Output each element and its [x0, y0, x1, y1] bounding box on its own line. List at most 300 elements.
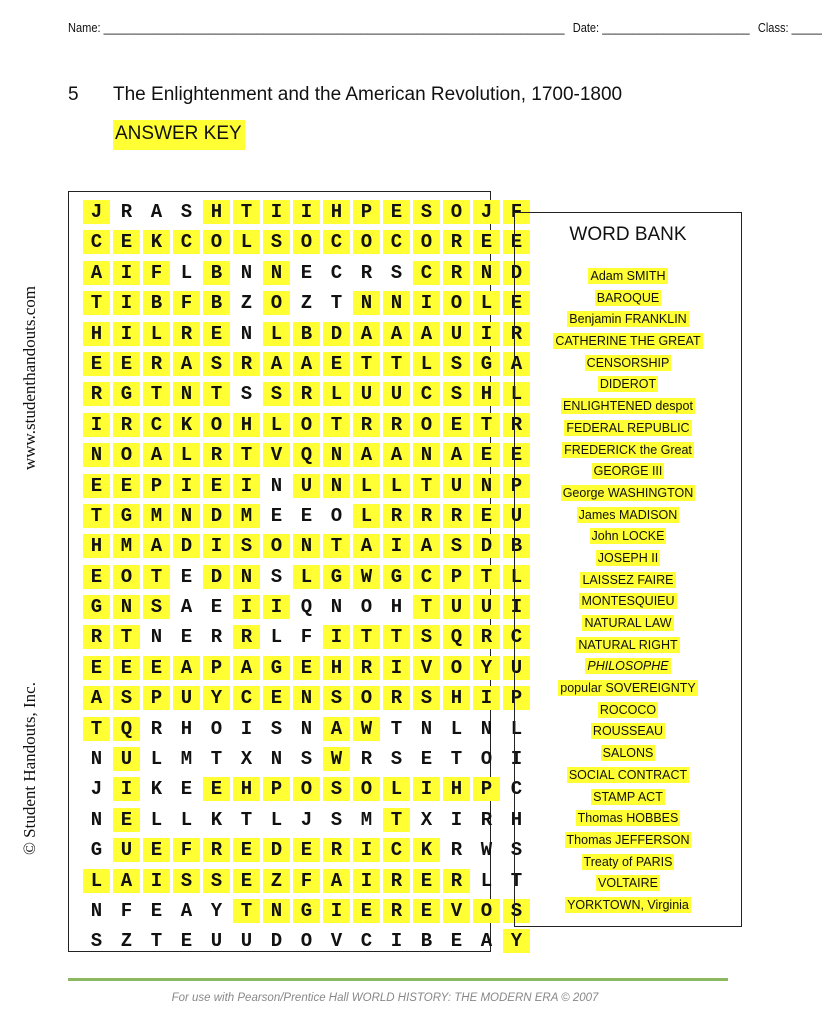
word-bank-item-label: LAISSEZ FAIRE [582, 572, 674, 587]
grid-letter: I [503, 595, 530, 619]
grid-letter: O [353, 686, 380, 710]
grid-letter: E [180, 626, 193, 649]
grid-letter: K [173, 413, 200, 437]
grid-letter: S [263, 382, 290, 406]
grid-letter: P [503, 474, 530, 498]
grid-letter: F [143, 261, 170, 285]
word-bank-item [515, 353, 741, 375]
grid-letter: B [293, 322, 320, 346]
grid-letter: B [143, 291, 170, 315]
word-bank-item-label: popular SOVEREIGNTY [560, 681, 696, 696]
grid-letter: D [323, 322, 350, 346]
grid-letter: S [510, 839, 523, 862]
grid-letter: I [263, 200, 290, 224]
grid-letter: T [233, 200, 260, 224]
grid-letter: O [203, 230, 230, 254]
grid-letter: N [473, 261, 500, 285]
grid-letter: O [353, 777, 380, 801]
grid-letter: N [413, 443, 440, 467]
grid-letter: R [503, 413, 530, 437]
grid-letter: R [323, 838, 350, 862]
grid-letter: I [173, 474, 200, 498]
grid-letter: E [293, 838, 320, 862]
grid-letter: E [203, 777, 230, 801]
grid-letter: N [233, 565, 260, 589]
grid-letter: H [443, 777, 470, 801]
grid-letter: O [413, 230, 440, 254]
grid-letter: A [83, 261, 110, 285]
grid-letter: A [383, 322, 410, 346]
grid-letter: T [473, 565, 500, 589]
grid-letter: H [203, 200, 230, 224]
grid-letter: A [150, 201, 163, 223]
grid-letter: R [83, 382, 110, 406]
grid-letter: E [180, 778, 193, 801]
word-bank-item-label: DIDEROT [599, 377, 657, 392]
grid-letter: H [233, 777, 260, 801]
grid-letter: I [473, 322, 500, 346]
grid-letter: R [383, 899, 410, 923]
word-bank-item [515, 635, 741, 657]
footer-divider [68, 978, 728, 981]
grid-letter: O [443, 656, 470, 680]
word-bank [514, 212, 742, 927]
grid-letter: N [473, 474, 500, 498]
grid-letter: O [353, 230, 380, 254]
word-bank-item [515, 396, 741, 418]
grid-letter: L [503, 565, 530, 589]
grid-letter: C [233, 686, 260, 710]
grid-letter: J [83, 200, 110, 224]
grid-letter: A [83, 686, 110, 710]
grid-letter: H [510, 808, 523, 831]
grid-letter: L [150, 808, 163, 831]
grid-letter: J [90, 778, 103, 801]
grid-letter: R [173, 322, 200, 346]
word-bank-item [515, 266, 741, 288]
grid-letter: N [383, 291, 410, 315]
word-bank-item-label: YORKTOWN, Virginia [567, 897, 689, 912]
grid-letter: T [83, 504, 110, 528]
header-fields [68, 20, 822, 35]
grid-letter: R [383, 686, 410, 710]
word-bank-item-label: John LOCKE [591, 529, 665, 544]
grid-letter: B [203, 291, 230, 315]
grid-letter: S [443, 352, 470, 376]
grid-letter: D [473, 534, 500, 558]
grid-letter: C [330, 261, 343, 284]
grid-letter: E [473, 230, 500, 254]
word-bank-item-label: MONTESQUIEU [581, 594, 675, 609]
word-bank-item [515, 570, 741, 592]
grid-letter: O [413, 413, 440, 437]
grid-letter: L [503, 382, 530, 406]
grid-letter: D [263, 838, 290, 862]
grid-letter: N [300, 717, 313, 740]
word-bank-item-label: ENLIGHTENED despot [563, 399, 693, 414]
grid-row [83, 258, 533, 288]
grid-row [83, 349, 533, 379]
grid-letter: I [203, 534, 230, 558]
grid-letter: A [143, 443, 170, 467]
grid-letter: A [180, 596, 193, 619]
grid-row [83, 622, 533, 652]
grid-letter: R [360, 748, 373, 771]
grid-letter: R [450, 839, 463, 862]
grid-row [83, 653, 533, 683]
grid-letter: E [450, 930, 463, 953]
grid-letter: A [323, 717, 350, 741]
grid-letter: L [180, 261, 193, 284]
grid-letter: W [480, 839, 493, 862]
grid-letter: E [150, 899, 163, 922]
grid-letter: C [413, 261, 440, 285]
grid-letter: R [383, 504, 410, 528]
grid-letter: E [83, 474, 110, 498]
grid-letter: O [210, 717, 223, 740]
grid-letter: E [113, 808, 140, 832]
grid-row [83, 471, 533, 501]
word-bank-item [515, 700, 741, 722]
word-bank-item [515, 721, 741, 743]
grid-letter: N [270, 748, 283, 771]
grid-letter: L [180, 808, 193, 831]
grid-letter: O [480, 748, 493, 771]
grid-letter: H [390, 596, 403, 619]
grid-letter: S [113, 686, 140, 710]
grid-letter: Y [473, 656, 500, 680]
grid-letter: T [323, 413, 350, 437]
grid-letter: P [263, 777, 290, 801]
grid-letter: Q [443, 625, 470, 649]
word-bank-title: WORD BANK [569, 224, 687, 245]
grid-letter: T [240, 808, 253, 831]
grid-letter: A [180, 899, 193, 922]
word-bank-item [515, 613, 741, 635]
grid-row [83, 926, 533, 956]
grid-letter: T [150, 930, 163, 953]
grid-letter: U [353, 382, 380, 406]
grid-letter: N [263, 261, 290, 285]
grid-letter: T [383, 352, 410, 376]
grid-letter: T [323, 534, 350, 558]
grid-letter: S [390, 748, 403, 771]
grid-letter: R [443, 261, 470, 285]
grid-letter: A [173, 352, 200, 376]
grid-letter: A [503, 352, 530, 376]
word-bank-item [515, 461, 741, 483]
grid-letter: L [233, 230, 260, 254]
word-bank-item [515, 331, 741, 353]
grid-letter: U [113, 838, 140, 862]
word-bank-item-label: PHILOSOPHE [587, 659, 669, 674]
grid-letter: H [233, 413, 260, 437]
grid-letter: W [353, 565, 380, 589]
chapter-number: 5 [68, 84, 79, 105]
grid-letter: E [353, 899, 380, 923]
grid-letter: O [113, 443, 140, 467]
grid-letter: R [203, 443, 230, 467]
grid-letter: I [323, 625, 350, 649]
grid-letter: N [263, 899, 290, 923]
word-bank-item [515, 895, 741, 917]
grid-letter: T [233, 443, 260, 467]
grid-letter: A [413, 534, 440, 558]
grid-letter: L [143, 322, 170, 346]
grid-letter: L [270, 626, 283, 649]
grid-row [83, 379, 533, 409]
grid-letter: X [240, 748, 253, 771]
grid-letter: R [83, 625, 110, 649]
grid-letter: U [173, 686, 200, 710]
grid-letter: G [293, 899, 320, 923]
grid-letter: C [503, 625, 530, 649]
grid-letter: U [383, 382, 410, 406]
word-bank-item [515, 374, 741, 396]
grid-letter: R [113, 413, 140, 437]
grid-letter: S [173, 869, 200, 893]
sidebar-copyright: © Student Handouts, Inc. [20, 682, 39, 855]
word-bank-item [515, 591, 741, 613]
grid-letter: H [83, 322, 110, 346]
grid-letter: P [503, 686, 530, 710]
grid-row [83, 410, 533, 440]
grid-letter: U [210, 930, 223, 953]
grid-letter: R [360, 261, 373, 284]
grid-letter: I [83, 413, 110, 437]
word-bank-item-label: JOSEPH II [597, 550, 659, 565]
grid-letter: E [113, 352, 140, 376]
grid-letter: S [240, 383, 253, 406]
grid-letter: U [240, 930, 253, 953]
grid-letter: D [203, 504, 230, 528]
word-bank-item-label: FEDERAL REPUBLIC [566, 420, 690, 435]
grid-letter: E [113, 656, 140, 680]
grid-letter: T [353, 352, 380, 376]
grid-row [83, 288, 533, 318]
grid-letter: O [473, 899, 500, 923]
grid-letter: A [353, 443, 380, 467]
grid-letter: O [360, 596, 373, 619]
grid-letter: C [383, 230, 410, 254]
grid-letter: E [263, 686, 290, 710]
grid-row [83, 805, 533, 835]
grid-letter: M [113, 534, 140, 558]
grid-letter: E [233, 869, 260, 893]
grid-letter: L [383, 777, 410, 801]
grid-letter: E [420, 748, 433, 771]
grid-letter: A [323, 869, 350, 893]
grid-letter: E [293, 656, 320, 680]
grid-letter: R [293, 382, 320, 406]
grid-letter: C [413, 382, 440, 406]
grid-letter: L [263, 322, 290, 346]
word-bank-item [515, 808, 741, 830]
grid-letter: R [143, 352, 170, 376]
grid-letter: T [83, 717, 110, 741]
grid-letter: A [113, 869, 140, 893]
grid-letter: R [413, 504, 440, 528]
grid-letter: K [150, 778, 163, 801]
grid-letter: L [293, 565, 320, 589]
grid-letter: D [173, 534, 200, 558]
grid-letter: J [300, 808, 313, 831]
grid-letter: N [240, 261, 253, 284]
grid-letter: S [203, 352, 230, 376]
grid-letter: R [480, 808, 493, 831]
sidebar-url: www.studenthandouts.com [20, 286, 39, 470]
word-bank-item-label: NATURAL LAW [584, 616, 672, 630]
grid-row [83, 835, 533, 865]
grid-letter: A [233, 656, 260, 680]
date-field-label: Date: ________________________ [572, 20, 750, 35]
grid-letter: T [353, 625, 380, 649]
grid-letter: N [90, 748, 103, 771]
grid-letter: L [450, 717, 463, 740]
grid-letter: S [143, 595, 170, 619]
grid-letter: A [173, 656, 200, 680]
grid-letter: R [233, 352, 260, 376]
grid-letter: L [353, 504, 380, 528]
grid-letter: E [323, 352, 350, 376]
grid-letter: D [203, 565, 230, 589]
grid-letter: B [503, 534, 530, 558]
grid-letter: T [413, 595, 440, 619]
grid-letter: N [90, 808, 103, 831]
grid-letter: O [263, 291, 290, 315]
grid-letter: M [233, 504, 260, 528]
grid-letter: L [510, 717, 523, 740]
grid-letter: S [270, 717, 283, 740]
grid-letter: N [173, 504, 200, 528]
grid-letter: S [503, 899, 530, 923]
answer-key-label: ANSWER KEY [113, 120, 245, 150]
class-field-label: Class: _____ [757, 20, 822, 35]
word-bank-item [515, 526, 741, 548]
grid-letter: S [413, 686, 440, 710]
grid-letter: P [353, 200, 380, 224]
grid-letter: R [203, 838, 230, 862]
grid-letter: U [473, 595, 500, 619]
word-bank-item-label: CENSORSHIP [586, 355, 670, 370]
grid-letter: V [330, 930, 343, 953]
grid-letter: N [270, 474, 283, 497]
grid-letter: I [383, 656, 410, 680]
grid-letter: H [323, 200, 350, 224]
grid-letter: E [270, 504, 283, 527]
grid-letter: Q [293, 443, 320, 467]
grid-letter: C [510, 778, 523, 801]
grid-letter: E [443, 413, 470, 437]
grid-letter: I [413, 777, 440, 801]
grid-letter: L [323, 382, 350, 406]
footer-credit: For use with Pearson/Prentice Hall WORLD HISTORY: THE MODERN ERA © 2007 [171, 992, 599, 1004]
grid-row [83, 531, 533, 561]
grid-letter: N [150, 626, 163, 649]
grid-letter: U [443, 595, 470, 619]
word-bank-item-label: Benjamin FRANKLIN [569, 312, 687, 327]
grid-letter: H [473, 382, 500, 406]
grid-letter: N [293, 534, 320, 558]
grid-letter: S [270, 565, 283, 588]
grid-letter: E [503, 230, 530, 254]
word-bank-item-label: SALONS [602, 746, 654, 761]
grid-letter: A [143, 534, 170, 558]
grid-letter: T [450, 748, 463, 771]
grid-letter: E [300, 504, 313, 527]
grid-letter: A [443, 443, 470, 467]
grid-letter: F [173, 291, 200, 315]
grid-letter: W [323, 747, 350, 771]
word-bank-item [515, 418, 741, 440]
word-bank-item [515, 765, 741, 787]
grid-row [83, 501, 533, 531]
grid-letter: R [443, 504, 470, 528]
grid-letter: W [353, 717, 380, 741]
grid-letter: E [210, 596, 223, 619]
grid-letter: M [180, 748, 193, 771]
grid-letter: E [143, 656, 170, 680]
grid-letter: E [233, 838, 260, 862]
word-bank-item-label: FREDERICK the Great [564, 442, 692, 457]
grid-letter: R [383, 869, 410, 893]
grid-letter: R [210, 626, 223, 649]
grid-letter: I [353, 869, 380, 893]
grid-letter: X [420, 808, 433, 831]
grid-letter: I [113, 322, 140, 346]
grid-letter: S [323, 686, 350, 710]
grid-letter: K [210, 808, 223, 831]
grid-letter: U [503, 656, 530, 680]
word-bank-item-label: VOLTAIRE [598, 876, 658, 891]
grid-letter: Q [113, 717, 140, 741]
grid-letter: I [383, 534, 410, 558]
grid-letter: R [353, 656, 380, 680]
grid-letter: Q [300, 596, 313, 619]
grid-letter: E [203, 474, 230, 498]
grid-letter: F [503, 200, 530, 224]
grid-letter: S [300, 748, 313, 771]
grid-letter: Y [210, 899, 223, 922]
grid-letter: C [413, 565, 440, 589]
word-bank-item [515, 787, 741, 809]
word-bank-item-label: SOCIAL CONTRACT [568, 767, 688, 782]
grid-letter: G [90, 839, 103, 862]
word-bank-item-label: BAROQUE [596, 290, 660, 305]
word-bank-item [515, 873, 741, 895]
word-bank-item [515, 678, 741, 700]
grid-letter: V [263, 443, 290, 467]
grid-letter: R [443, 869, 470, 893]
word-bank-item [515, 505, 741, 527]
grid-letter: N [480, 717, 493, 740]
grid-row [83, 562, 533, 592]
grid-letter: S [390, 261, 403, 284]
word-bank-list [515, 266, 741, 917]
grid-letter: R [383, 413, 410, 437]
grid-letter: L [263, 413, 290, 437]
grid-letter: I [390, 930, 403, 953]
grid-letter: P [143, 686, 170, 710]
grid-letter: I [473, 686, 500, 710]
grid-letter: E [83, 656, 110, 680]
grid-letter: S [90, 930, 103, 953]
grid-letter: L [480, 869, 493, 892]
grid-letter: O [263, 534, 290, 558]
grid-letter: G [113, 382, 140, 406]
grid-letter: E [83, 565, 110, 589]
grid-letter: L [83, 869, 110, 893]
